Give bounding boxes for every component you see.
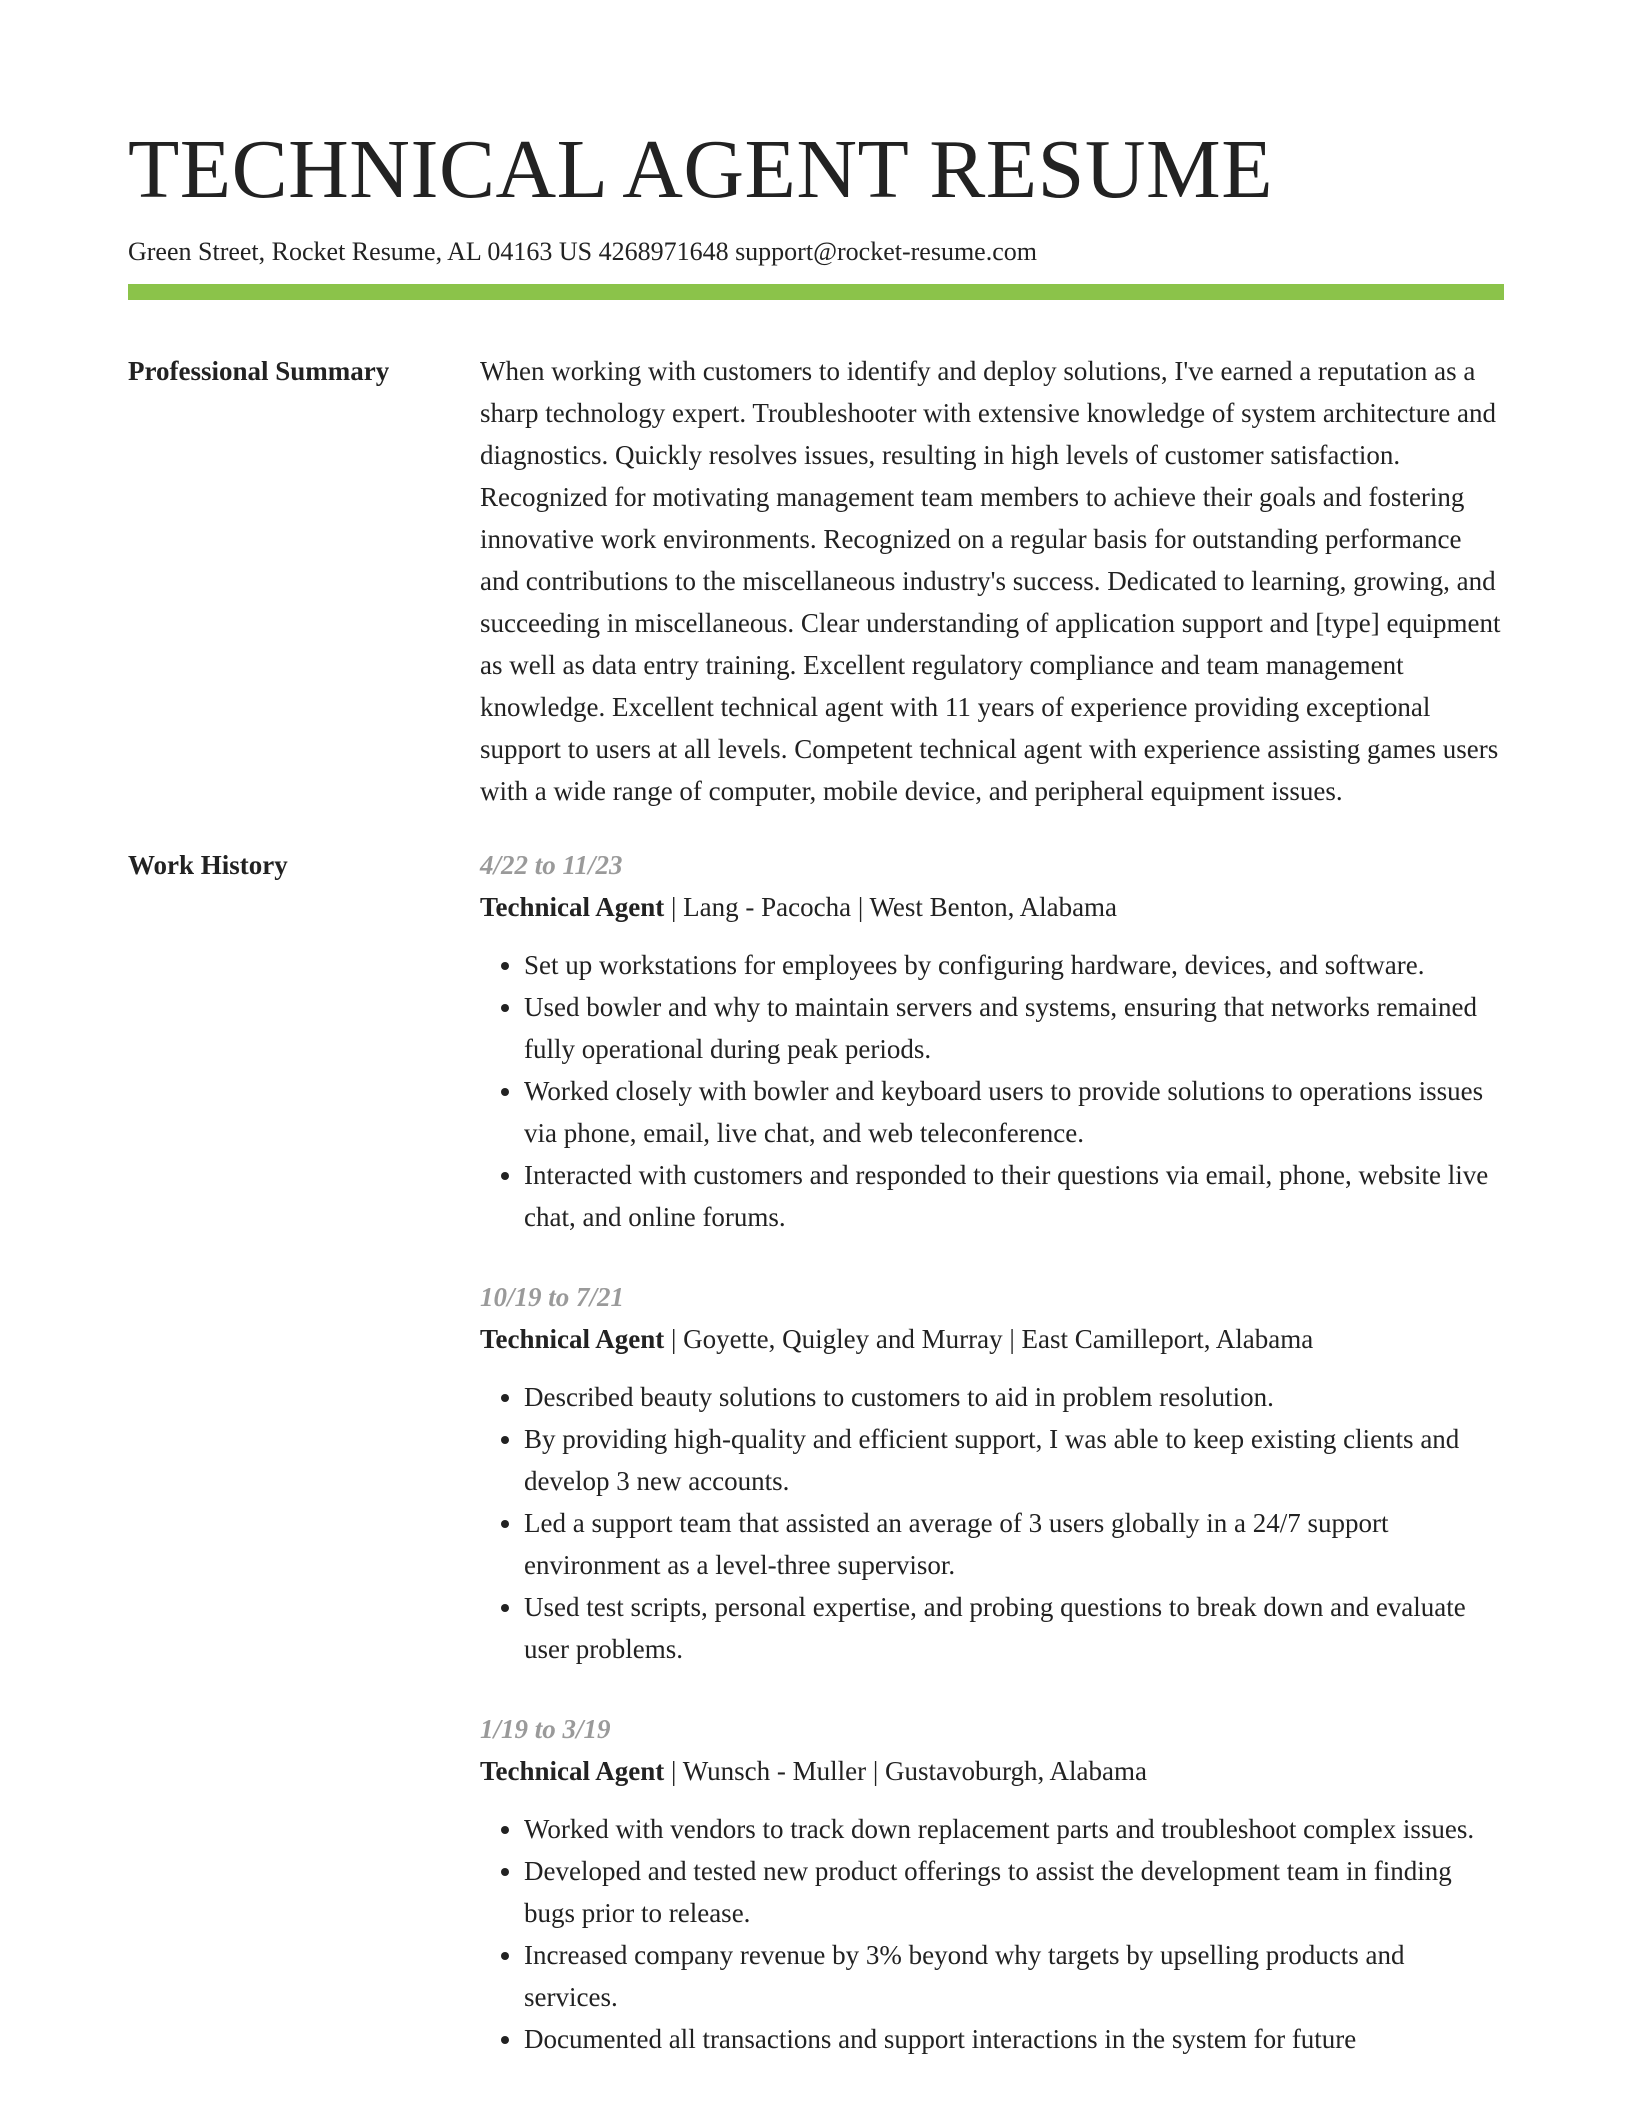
section-label-work-history: Work History bbox=[128, 850, 288, 880]
job-employer-location: | Goyette, Quigley and Murray | East Camilleport, Alabama bbox=[664, 1324, 1314, 1354]
resume-page bbox=[128, 0, 1504, 2098]
contact-line: Green Street, Rocket Resume, AL 04163 US 4268971648 support@rocket-resume.com bbox=[128, 237, 1037, 266]
job-bullet: • Set up workstations for employees by configuring hardware, devices, and software. bbox=[524, 944, 1504, 986]
job-bullet: • Developed and tested new product offerings to assist the development team in finding bugs prior to release. bbox=[524, 1850, 1504, 1934]
job-bullet: • By providing high-quality and efficient support, I was able to keep existing clients and develop 3 new accounts. bbox=[524, 1418, 1504, 1502]
professional-summary-section bbox=[128, 350, 1504, 812]
job-bullet: • Used bowler and why to maintain servers and systems, ensuring that networks remained fully operational during peak periods. bbox=[524, 986, 1504, 1070]
job-role: Technical Agent bbox=[480, 1324, 665, 1354]
accent-divider bbox=[128, 284, 1504, 300]
job-bullet: • Worked with vendors to track down replacement parts and troubleshoot complex issues. bbox=[524, 1808, 1504, 1850]
job-dates: 1/19 to 3/19 bbox=[480, 1714, 611, 1744]
job-bullet: • Documented all transactions and support interactions in the system for future bbox=[524, 2018, 1504, 2060]
section-label-professional-summary: Professional Summary bbox=[128, 356, 390, 386]
job-bullet: • Used test scripts, personal expertise, and probing questions to break down and evaluate user problems. bbox=[524, 1586, 1504, 1670]
job-role: Technical Agent bbox=[480, 1756, 665, 1786]
job-heading bbox=[480, 886, 1504, 928]
job-employer-location: | Lang - Pacocha | West Benton, Alabama bbox=[664, 892, 1118, 922]
work-history-body bbox=[480, 844, 1504, 2098]
job-dates: 10/19 to 7/21 bbox=[480, 1282, 625, 1312]
job-dates: 4/22 to 11/23 bbox=[480, 850, 623, 880]
job-bullet: • Led a support team that assisted an average of 3 users globally in a 24/7 support environment as a level-three supervisor. bbox=[524, 1502, 1504, 1586]
job-bullet-list bbox=[480, 1376, 1504, 1670]
job-role: Technical Agent bbox=[480, 892, 665, 922]
summary-text: When working with customers to identify and deploy solutions, I've earned a reputation as a sharp technology expert. Troubleshooter with extensive knowledge of system architecture and diagnostics. Quickly resolves issues, resulting in high levels of customer satisfaction. Recognized for motivating management team members to achieve their goals and fostering innovative work environments. Recognized on a regular basis for outstanding performance and contributions to the miscellaneous industry's success. Dedicated to learning, growing, and succeeding in miscellaneous. Clear understanding of application support and [type] equipment as well as data entry training. Excellent regulatory compliance and team management knowledge. Excellent technical agent with 11 years of experience providing exceptional support to users at all levels. Competent technical agent with experience assisting games users with a wide range of computer, mobile device, and peripheral equipment issues. bbox=[480, 356, 1501, 806]
job-heading bbox=[480, 1750, 1504, 1792]
job-employer-location: | Wunsch - Muller | Gustavoburgh, Alabama bbox=[664, 1756, 1147, 1786]
job-bullet: • Interacted with customers and responded to their questions via email, phone, website live chat, and online forums. bbox=[524, 1154, 1504, 1238]
summary-body bbox=[480, 350, 1504, 812]
job-heading bbox=[480, 1318, 1504, 1360]
job-entry bbox=[480, 1708, 1504, 2060]
work-history-section bbox=[128, 844, 1504, 2098]
job-bullet: • Worked closely with bowler and keyboard users to provide solutions to operations issues via phone, email, live chat, and web teleconference. bbox=[524, 1070, 1504, 1154]
job-bullet-list bbox=[480, 944, 1504, 1238]
job-entry bbox=[480, 844, 1504, 1238]
job-bullet-list bbox=[480, 1808, 1504, 2060]
job-bullet: • Increased company revenue by 3% beyond why targets by upselling products and services. bbox=[524, 1934, 1504, 2018]
resume-title: TECHNICAL AGENT RESUME bbox=[128, 123, 1273, 216]
job-bullet: • Described beauty solutions to customers to aid in problem resolution. bbox=[524, 1376, 1504, 1418]
job-entry bbox=[480, 1276, 1504, 1670]
